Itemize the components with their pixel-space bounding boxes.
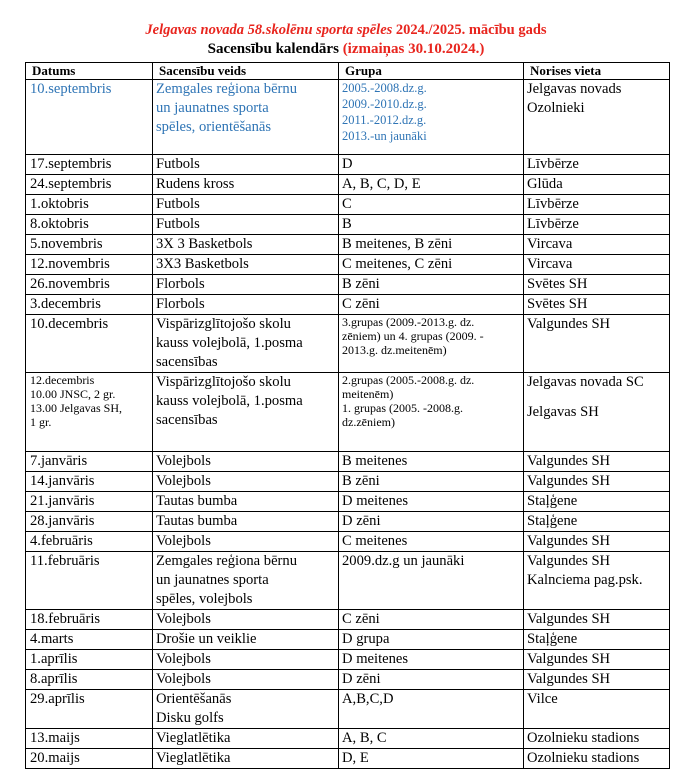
date-cell-line: 29.aprīlis <box>30 691 85 707</box>
date-cell-line: 4.marts <box>30 631 74 647</box>
place-cell-line: Valgundes SH <box>527 651 611 667</box>
group-cell <box>339 610 524 630</box>
group-cell-line: 3.grupas (2009.-2013.g. dz. <box>342 315 475 329</box>
event-cell-line: Rudens kross <box>156 176 235 192</box>
place-cell-line: Līvbērze <box>527 196 579 212</box>
column-header-date: Datums <box>26 63 153 80</box>
date-cell-line: 12.decembris <box>30 373 95 387</box>
group-cell <box>339 532 524 552</box>
table-row <box>26 512 670 532</box>
event-cell-line: Florbols <box>156 296 205 312</box>
place-cell-line: Svētes SH <box>527 296 588 312</box>
table-row <box>26 255 670 275</box>
place-cell-line: Jelgavas novada SC <box>527 374 644 390</box>
date-cell <box>26 195 153 215</box>
place-cell-line: Staļģene <box>527 631 578 647</box>
place-cell <box>524 80 670 155</box>
group-cell-line: D grupa <box>342 631 390 647</box>
document-title <box>0 22 692 38</box>
group-cell <box>339 235 524 255</box>
date-cell <box>26 492 153 512</box>
event-cell-line: un jaunatnes sporta <box>156 100 269 116</box>
event-cell-line: Vieglatlētika <box>156 750 231 766</box>
date-cell <box>26 80 153 155</box>
table-row <box>26 155 670 175</box>
date-cell <box>26 552 153 610</box>
group-cell <box>339 749 524 769</box>
group-cell-line: A,B,C,D <box>342 691 394 707</box>
group-cell-line: B zēni <box>342 473 380 489</box>
date-cell-line: 18.februāris <box>30 611 101 627</box>
place-cell <box>524 235 670 255</box>
group-cell-line: A, B, C, D, E <box>342 176 421 192</box>
group-cell-line: C <box>342 196 352 212</box>
event-cell-line: Volejbols <box>156 611 211 627</box>
date-cell-line: 26.novembris <box>30 276 110 292</box>
event-cell-line: sacensības <box>156 412 218 428</box>
group-cell-line: B meitenes <box>342 453 408 469</box>
group-cell <box>339 552 524 610</box>
event-cell-line: spēles, volejbols <box>156 591 253 607</box>
date-cell <box>26 295 153 315</box>
place-cell-line: Ozolnieku stadions <box>527 730 640 746</box>
event-cell-line: Vispārizglītojošo skolu <box>156 316 291 332</box>
group-cell <box>339 80 524 155</box>
date-cell <box>26 275 153 295</box>
table-header-row <box>26 63 670 80</box>
table-row <box>26 729 670 749</box>
group-cell <box>339 452 524 472</box>
event-cell <box>153 749 339 769</box>
group-cell <box>339 492 524 512</box>
event-cell-line: 3X 3 Basketbols <box>156 236 253 252</box>
group-cell <box>339 315 524 373</box>
event-cell <box>153 155 339 175</box>
place-cell-line: Valgundes SH <box>527 611 611 627</box>
place-cell <box>524 492 670 512</box>
column-header-group: Grupa <box>339 63 524 80</box>
group-cell-line: C meitenes, C zēni <box>342 256 453 272</box>
group-cell <box>339 295 524 315</box>
date-cell-line: 13.00 Jelgavas SH, <box>30 401 122 415</box>
place-cell-line: Staļģene <box>527 493 578 509</box>
date-cell-line: 10.decembris <box>30 316 109 332</box>
place-cell <box>524 512 670 532</box>
table-row <box>26 80 670 155</box>
event-cell <box>153 255 339 275</box>
group-cell <box>339 630 524 650</box>
group-cell <box>339 175 524 195</box>
place-cell <box>524 749 670 769</box>
event-cell <box>153 492 339 512</box>
event-cell <box>153 295 339 315</box>
event-cell-line: Florbols <box>156 276 205 292</box>
table-row <box>26 630 670 650</box>
event-cell-line: Vispārizglītojošo skolu <box>156 374 291 390</box>
event-cell-line: Drošie un veiklie <box>156 631 257 647</box>
event-cell-line: Zemgales reģiona bērnu <box>156 553 298 569</box>
group-cell-line: C zēni <box>342 611 380 627</box>
table-row <box>26 215 670 235</box>
event-cell-line: Volejbols <box>156 651 211 667</box>
event-cell-line: Zemgales reģiona bērnu <box>156 81 298 97</box>
event-cell <box>153 670 339 690</box>
group-cell-line: A, B, C <box>342 730 387 746</box>
document-subtitle <box>0 41 692 57</box>
table-row <box>26 650 670 670</box>
group-cell-line: D <box>342 156 353 172</box>
date-cell <box>26 155 153 175</box>
event-cell <box>153 275 339 295</box>
place-cell <box>524 552 670 610</box>
date-cell-line: 8.oktobris <box>30 216 89 232</box>
date-cell-line: 12.novembris <box>30 256 110 272</box>
group-cell <box>339 275 524 295</box>
event-cell-line: spēles, orientēšanās <box>156 119 272 135</box>
group-cell <box>339 255 524 275</box>
place-cell <box>524 610 670 630</box>
date-cell-line: 4.februāris <box>30 533 93 549</box>
place-cell-line: Valgundes SH <box>527 553 611 569</box>
place-cell <box>524 690 670 729</box>
event-cell <box>153 512 339 532</box>
table-row <box>26 295 670 315</box>
table-row <box>26 315 670 373</box>
table-row <box>26 690 670 729</box>
group-cell <box>339 670 524 690</box>
date-cell-line: 20.maijs <box>30 750 80 766</box>
place-cell <box>524 295 670 315</box>
event-cell <box>153 315 339 373</box>
date-cell-line: 13.maijs <box>30 730 80 746</box>
group-cell-line: 2.grupas (2005.-2008.g. dz. <box>342 373 475 387</box>
table-row <box>26 235 670 255</box>
group-cell-line: 1. grupas (2005. -2008.g. <box>342 401 463 415</box>
table-row <box>26 472 670 492</box>
date-cell <box>26 373 153 452</box>
group-cell <box>339 690 524 729</box>
title-year-part: 2024./2025. mācību gads <box>392 22 547 38</box>
group-cell-line: D zēni <box>342 513 381 529</box>
event-cell <box>153 690 339 729</box>
table-row <box>26 610 670 630</box>
date-cell-line: 3.decembris <box>30 296 101 312</box>
group-cell <box>339 195 524 215</box>
place-cell <box>524 452 670 472</box>
event-cell-line: Tautas bumba <box>156 513 238 529</box>
event-cell-line: Volejbols <box>156 453 211 469</box>
event-cell <box>153 650 339 670</box>
date-cell-line: 17.septembris <box>30 156 112 172</box>
group-cell <box>339 472 524 492</box>
table-row <box>26 552 670 610</box>
group-cell-line: C meitenes <box>342 533 408 549</box>
place-cell-line: Valgundes SH <box>527 671 611 687</box>
group-cell-line: 2013.g. dz.meitenēm) <box>342 343 447 357</box>
place-cell-line: Valgundes SH <box>527 316 611 332</box>
group-cell-line: D zēni <box>342 671 381 687</box>
place-cell <box>524 155 670 175</box>
group-cell-line: B meitenes, B zēni <box>342 236 453 252</box>
group-cell <box>339 155 524 175</box>
place-cell-line: Valgundes SH <box>527 473 611 489</box>
date-cell <box>26 315 153 373</box>
place-cell <box>524 630 670 650</box>
date-cell-line: 1 gr. <box>30 415 52 429</box>
place-cell-line: Jelgavas SH <box>527 404 599 420</box>
group-cell-line: 2009.-2010.dz.g. <box>342 97 427 111</box>
group-cell <box>339 729 524 749</box>
date-cell-line: 14.janvāris <box>30 473 95 489</box>
event-cell <box>153 532 339 552</box>
event-cell <box>153 195 339 215</box>
event-cell-line: Volejbols <box>156 473 211 489</box>
event-cell-line: kauss volejbolā, 1.posma <box>156 335 303 351</box>
event-cell <box>153 472 339 492</box>
group-cell-line: D meitenes <box>342 651 409 667</box>
date-cell <box>26 175 153 195</box>
event-cell-line: Futbols <box>156 196 200 212</box>
event-cell <box>153 235 339 255</box>
place-cell <box>524 175 670 195</box>
table-row <box>26 275 670 295</box>
place-cell-line: Līvbērze <box>527 156 579 172</box>
place-cell-line: Vilce <box>527 691 558 707</box>
column-header-place: Norises vieta <box>524 63 670 80</box>
subtitle-change-note: (izmaiņas 30.10.2024.) <box>342 41 485 57</box>
place-cell <box>524 275 670 295</box>
group-cell <box>339 650 524 670</box>
event-cell-line: Futbols <box>156 156 200 172</box>
event-cell-line: Orientēšanās <box>156 691 232 707</box>
place-cell <box>524 255 670 275</box>
group-cell-line: 2005.-2008.dz.g. <box>342 81 427 95</box>
column-header-event: Sacensību veids <box>153 63 339 80</box>
place-cell-line: Kalnciema pag.psk. <box>527 572 643 588</box>
place-cell-line: Valgundes SH <box>527 533 611 549</box>
date-cell <box>26 235 153 255</box>
place-cell <box>524 195 670 215</box>
title-italic-part: Jelgavas novada 58.skolēnu sporta spēles <box>145 22 393 38</box>
event-cell <box>153 552 339 610</box>
place-cell <box>524 670 670 690</box>
event-cell-line: 3X3 Basketbols <box>156 256 249 272</box>
group-cell-line: 2009.dz.g un jaunāki <box>342 553 465 569</box>
group-cell-line: C zēni <box>342 296 380 312</box>
event-cell-line: Disku golfs <box>156 710 224 726</box>
group-cell-line: 2011.-2012.dz.g. <box>342 113 427 127</box>
date-cell <box>26 255 153 275</box>
event-cell <box>153 630 339 650</box>
group-cell-line: zēniem) un 4. grupas (2009. - <box>342 329 484 343</box>
event-cell <box>153 452 339 472</box>
group-cell-line: D, E <box>342 750 369 766</box>
group-cell-line: D meitenes <box>342 493 409 509</box>
place-cell <box>524 373 670 452</box>
group-cell-line: 2013.-un jaunāki <box>342 129 427 143</box>
event-cell <box>153 175 339 195</box>
date-cell <box>26 690 153 729</box>
group-cell <box>339 215 524 235</box>
subtitle-main: Sacensību kalendārs <box>207 41 343 57</box>
date-cell-line: 1.oktobris <box>30 196 89 212</box>
table-row <box>26 670 670 690</box>
date-cell <box>26 472 153 492</box>
group-cell-line: dz.zēniem) <box>342 415 395 429</box>
event-cell <box>153 610 339 630</box>
date-cell <box>26 650 153 670</box>
event-cell-line: Futbols <box>156 216 200 232</box>
date-cell-line: 7.janvāris <box>30 453 88 469</box>
date-cell <box>26 749 153 769</box>
place-cell-line: Staļģene <box>527 513 578 529</box>
date-cell <box>26 630 153 650</box>
schedule-table <box>25 62 670 769</box>
date-cell <box>26 532 153 552</box>
place-cell <box>524 532 670 552</box>
table-row <box>26 749 670 769</box>
event-cell-line: Tautas bumba <box>156 493 238 509</box>
date-cell <box>26 452 153 472</box>
event-cell-line: un jaunatnes sporta <box>156 572 269 588</box>
place-cell-line: Līvbērze <box>527 216 579 232</box>
date-cell-line: 11.februāris <box>30 553 100 569</box>
event-cell-line: Volejbols <box>156 671 211 687</box>
event-cell <box>153 373 339 452</box>
event-cell <box>153 215 339 235</box>
table-row <box>26 452 670 472</box>
date-cell <box>26 512 153 532</box>
place-cell-line: Svētes SH <box>527 276 588 292</box>
group-cell-line: B <box>342 216 352 232</box>
date-cell <box>26 729 153 749</box>
date-cell-line: 8.aprīlis <box>30 671 78 687</box>
place-cell-line: Ozolnieku stadions <box>527 750 640 766</box>
table-row <box>26 532 670 552</box>
place-cell-line: Jelgavas novads <box>527 81 622 97</box>
date-cell-line: 10.septembris <box>30 81 112 97</box>
table-row <box>26 373 670 452</box>
event-cell <box>153 80 339 155</box>
event-cell-line: Volejbols <box>156 533 211 549</box>
place-cell <box>524 650 670 670</box>
place-cell-line: Ozolnieki <box>527 100 585 116</box>
table-row <box>26 492 670 512</box>
table-row <box>26 195 670 215</box>
event-cell-line: Vieglatlētika <box>156 730 231 746</box>
date-cell-line: 10.00 JNSC, 2 gr. <box>30 387 116 401</box>
group-cell <box>339 373 524 452</box>
place-cell-line: Vircava <box>527 236 573 252</box>
date-cell <box>26 670 153 690</box>
place-cell-line: Vircava <box>527 256 573 272</box>
date-cell-line: 1.aprīlis <box>30 651 78 667</box>
date-cell-line: 5.novembris <box>30 236 103 252</box>
place-cell <box>524 315 670 373</box>
date-cell <box>26 610 153 630</box>
date-cell-line: 24.septembris <box>30 176 112 192</box>
place-cell <box>524 472 670 492</box>
group-cell-line: meitenēm) <box>342 387 394 401</box>
table-row <box>26 175 670 195</box>
place-cell-line: Valgundes SH <box>527 453 611 469</box>
group-cell-line: B zēni <box>342 276 380 292</box>
group-cell <box>339 512 524 532</box>
event-cell-line: kauss volejbolā, 1.posma <box>156 393 303 409</box>
place-cell-line: Glūda <box>527 176 563 192</box>
date-cell-line: 28.janvāris <box>30 513 95 529</box>
date-cell-line: 21.janvāris <box>30 493 95 509</box>
place-cell <box>524 215 670 235</box>
event-cell <box>153 729 339 749</box>
event-cell-line: sacensības <box>156 354 218 370</box>
date-cell <box>26 215 153 235</box>
place-cell <box>524 729 670 749</box>
